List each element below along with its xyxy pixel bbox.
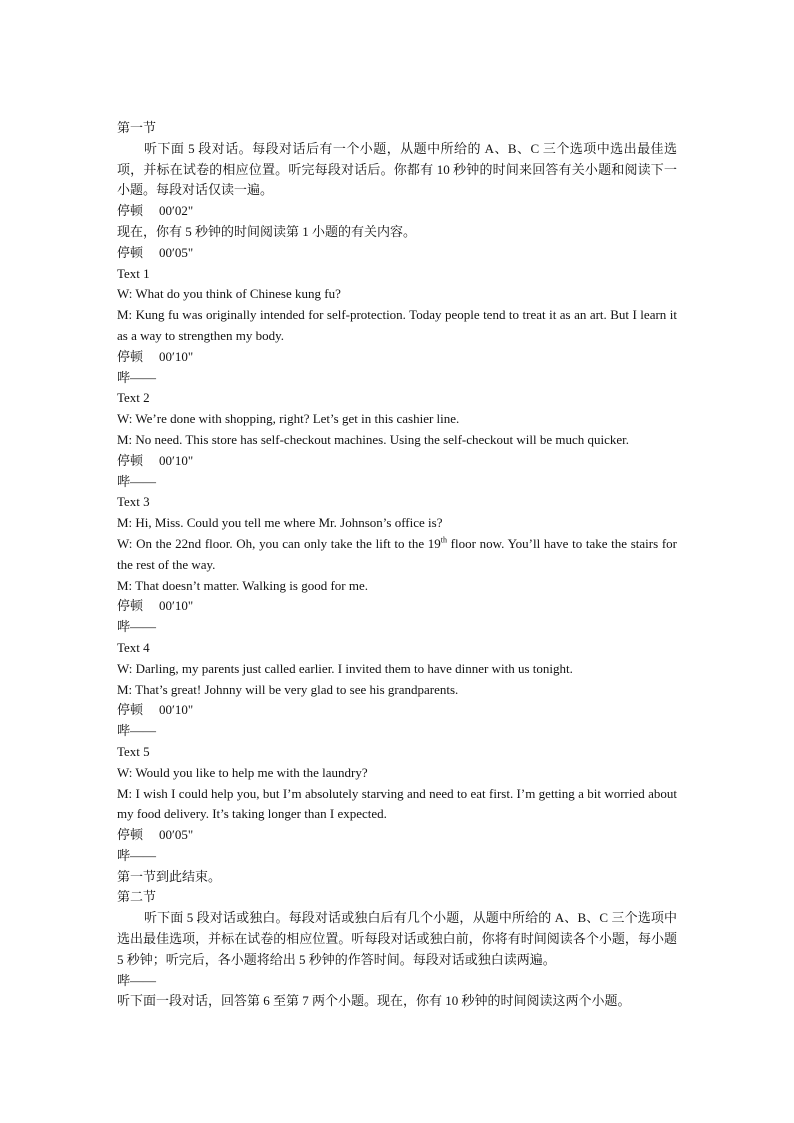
read-time-instruction: 现在，你有 5 秒钟的时间阅读第 1 小题的有关内容。 [117, 223, 417, 239]
dialogue-line: W: On the 22nd floor. Oh, you can only take the lift to the 19th floor now. You’ll have to take the stairs for the rest of the way. [117, 535, 677, 572]
section1-intro: 听下面 5 段对话。每段对话后有一个小题，从题中所给的 A、B、C 三个选项中选出最佳选项，并标在试卷的相应位置。听完每段对话后。你都有 10 秒钟的时间来回答有关小题和阅读下一小题。每段对话仅读一遍。 [117, 140, 677, 198]
dialogue-line: M: That’s great! Johnny will be very glad to see his grandparents. [117, 681, 459, 697]
text-5-title: Text 5 [117, 743, 150, 759]
text-3-title: Text 3 [117, 494, 150, 510]
dialogue-line: W: Darling, my parents just called earlier. I invited them to have dinner with us tonight. [117, 660, 573, 676]
dialogue-line: M: That doesn’t matter. Walking is good for me. [117, 577, 368, 593]
text-1-title: Text 1 [117, 265, 150, 281]
section2-heading: 第二节 [117, 889, 157, 905]
pause-line: 停顿 00′10" [117, 348, 194, 364]
section1-heading: 第一节 [117, 120, 157, 135]
pause-line: 停顿 00′10" [117, 598, 194, 614]
text-4-title: Text 4 [117, 639, 150, 655]
dialogue-line: W: What do you think of Chinese kung fu? [117, 286, 341, 302]
pause-line: 停顿 00′02" [117, 203, 194, 219]
dialogue-line: W: Would you like to help me with the laundry? [117, 764, 368, 780]
dialogue-line: M: Hi, Miss. Could you tell me where Mr. Johnson’s office is? [117, 515, 443, 531]
beep-marker: 哔—— [117, 473, 157, 489]
section2-instruction: 听下面一段对话，回答第 6 至第 7 两个小题。现在，你有 10 秒钟的时间阅读这两个小题。 [117, 993, 631, 1009]
pause-line: 停顿 00′05" [117, 827, 194, 843]
section1-end: 第一节到此结束。 [117, 868, 222, 884]
beep-marker: 哔—— [117, 847, 157, 863]
beep-marker: 哔—— [117, 369, 157, 385]
beep-marker: 哔—— [117, 723, 157, 739]
pause-line: 停顿 00′10" [117, 452, 194, 468]
dialogue-line: W: We’re done with shopping, right? Let’s get in this cashier line. [117, 411, 460, 427]
section2-intro: 听下面 5 段对话或独白。每段对话或独白后有几个小题，从题中所给的 A、B、C 三个选项中选出最佳选项，并标在试卷的相应位置。听每段对话或独白前，你将有时间阅读各个小题，每小题 5 秒钟；听完后，各小题将给出 5 秒钟的作答时间。每段对话或独白读两遍。 [117, 910, 677, 967]
beep-marker: 哔—— [117, 972, 157, 988]
ordinal-suffix: th [440, 535, 447, 545]
dialogue-line: M: I wish I could help you, but I’m absolutely starving and need to eat first. I’m getting a bit worried about my food delivery. It’s taking longer than I expected. [117, 785, 677, 822]
dialogue-line: M: No need. This store has self-checkout machines. Using the self-checkout will be much quicker. [117, 431, 630, 447]
text-2-title: Text 2 [117, 390, 150, 406]
dialogue-line: M: Kung fu was originally intended for self-protection. Today people tend to treat it as an art. But I learn it as a way to strengthen my body. [117, 307, 677, 343]
document-page [117, 118, 677, 1012]
pause-line: 停顿 00′10" [117, 702, 194, 718]
beep-marker: 哔—— [117, 619, 157, 635]
pause-line: 停顿 00′05" [117, 244, 194, 260]
